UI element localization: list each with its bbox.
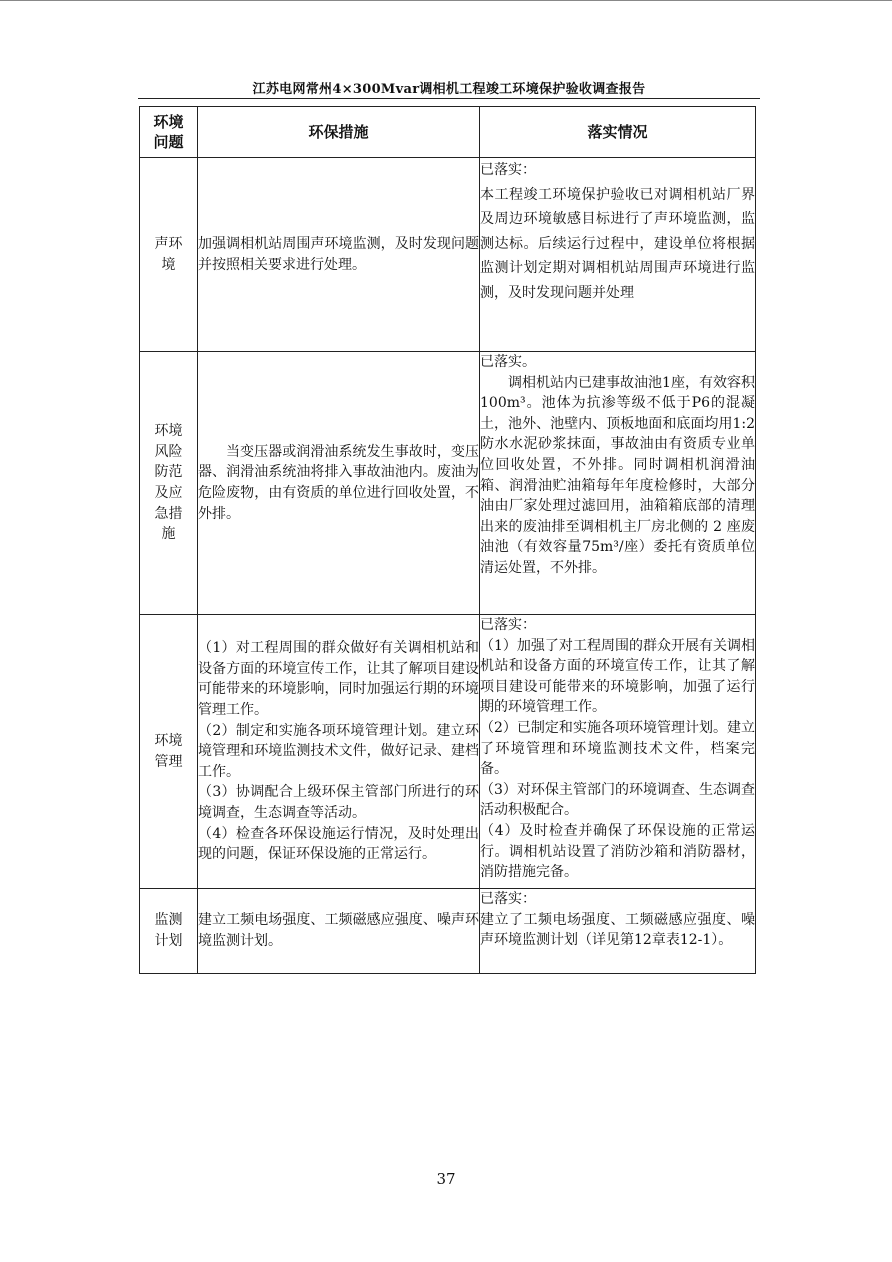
status-label: 已落实： — [480, 891, 536, 907]
row-measures — [198, 158, 480, 352]
row-measures — [198, 615, 480, 889]
header-rule — [138, 98, 760, 99]
row-measures — [198, 352, 480, 615]
status-label: 已落实。 — [480, 354, 536, 370]
status-item: （1）加强了对工程周围的群众开展有关调相机站和设备方面的环境宣传工作，让其了解项目建设可能带来的环境影响，加强了运行期的环境管理工作。 — [480, 637, 755, 716]
page-top-border — [0, 0, 892, 1]
status-text: 本工程竣工环境保护验收已对调相机站厂界及周边环境敏感目标进行了声环境监测，监测达标。后续运行过程中，建设单位将根据监测计划定期对调相机站周围声环境进行监测，及时发现问题并处理 — [480, 186, 755, 301]
row-category: 环境风险防范及应急措施 — [140, 352, 198, 615]
status-label: 已落实： — [480, 617, 536, 633]
measure-item: （2）制定和实施各项环境管理计划。建立环境管理和环境监测技术文件，做好记录、建档工作。 — [198, 722, 479, 780]
status-text: 调相机站内已建事故油池1座，有效容积100m³。池体为抗渗等级不低于P6的混凝土，池外、池壁内、顶板地面和底面均用1:2防水水泥砂浆抹面，事故油由有资质专业单位回收处置，不外排。同时调相机润滑油箱、润滑油贮油箱每年年度检修时，大部分油由厂家处理过滤回用，油箱箱底部的清理出来的废油排至调相机主厂房北侧的 2 座废油池（有效容量75m³/座）委托有资质单位清运处置，不外排。 — [480, 374, 755, 576]
table-row — [140, 352, 756, 615]
row-status — [480, 615, 756, 889]
status-text: 建立了工频电场强度、工频磁感应强度、噪声环境监测计划（详见第12章表12-1）。 — [480, 911, 755, 949]
environmental-measures-table — [139, 106, 756, 974]
page-header-title: 江苏电网常州4×300Mvar调相机工程竣工环境保护验收调查报告 — [252, 82, 646, 97]
measure-text: 当变压器或润滑油系统发生事故时，变压器、润滑油系统油将排入事故油池内。废油为危险废物，由有资质的单位进行回收处置，不外排。 — [198, 443, 479, 522]
measure-item: （4）检查各环保设施运行情况，及时处理出现的问题，保证环保设施的正常运行。 — [198, 825, 479, 863]
measure-item: （3）协调配合上级环保主管部门所进行的环境调查，生态调查等活动。 — [198, 784, 479, 821]
status-item: （4）及时检查并确保了环保设施的正常运行。调相机站设置了消防沙箱和消防器材，消防措施完备。 — [480, 822, 755, 881]
column-header-status: 落实情况 — [480, 107, 756, 158]
row-measures — [198, 889, 480, 974]
table-row — [140, 889, 756, 974]
table-row — [140, 615, 756, 889]
table-row — [140, 158, 756, 352]
status-label: 已落实： — [480, 162, 536, 178]
row-status — [480, 889, 756, 974]
row-status — [480, 352, 756, 615]
status-item: （3）对环保主管部门的环境调查、生态调查活动积极配合。 — [480, 781, 755, 819]
page-number: 37 — [436, 1170, 456, 1188]
measure-text: 建立工频电场强度、工频磁感应强度、噪声环境监测计划。 — [198, 912, 479, 949]
column-header-measures: 环保措施 — [198, 107, 480, 158]
column-header-issue: 环境问题 — [140, 107, 198, 158]
row-category: 监测计划 — [140, 889, 198, 974]
row-category: 声环境 — [140, 158, 198, 352]
row-status — [480, 158, 756, 352]
table-header-row — [140, 107, 756, 158]
measure-item: （1）对工程周围的群众做好有关调相机站和设备方面的环境宣传工作，让其了解项目建设可能带来的环境影响，同时加强运行期的环境管理工作。 — [198, 640, 479, 719]
measure-text: 加强调相机站周围声环境监测，及时发现问题并按照相关要求进行处理。 — [198, 235, 479, 273]
row-category: 环境管理 — [140, 615, 198, 889]
status-item: （2）已制定和实施各项环境管理计划。建立了环境管理和环境监测技术文件，档案完备。 — [480, 719, 755, 778]
